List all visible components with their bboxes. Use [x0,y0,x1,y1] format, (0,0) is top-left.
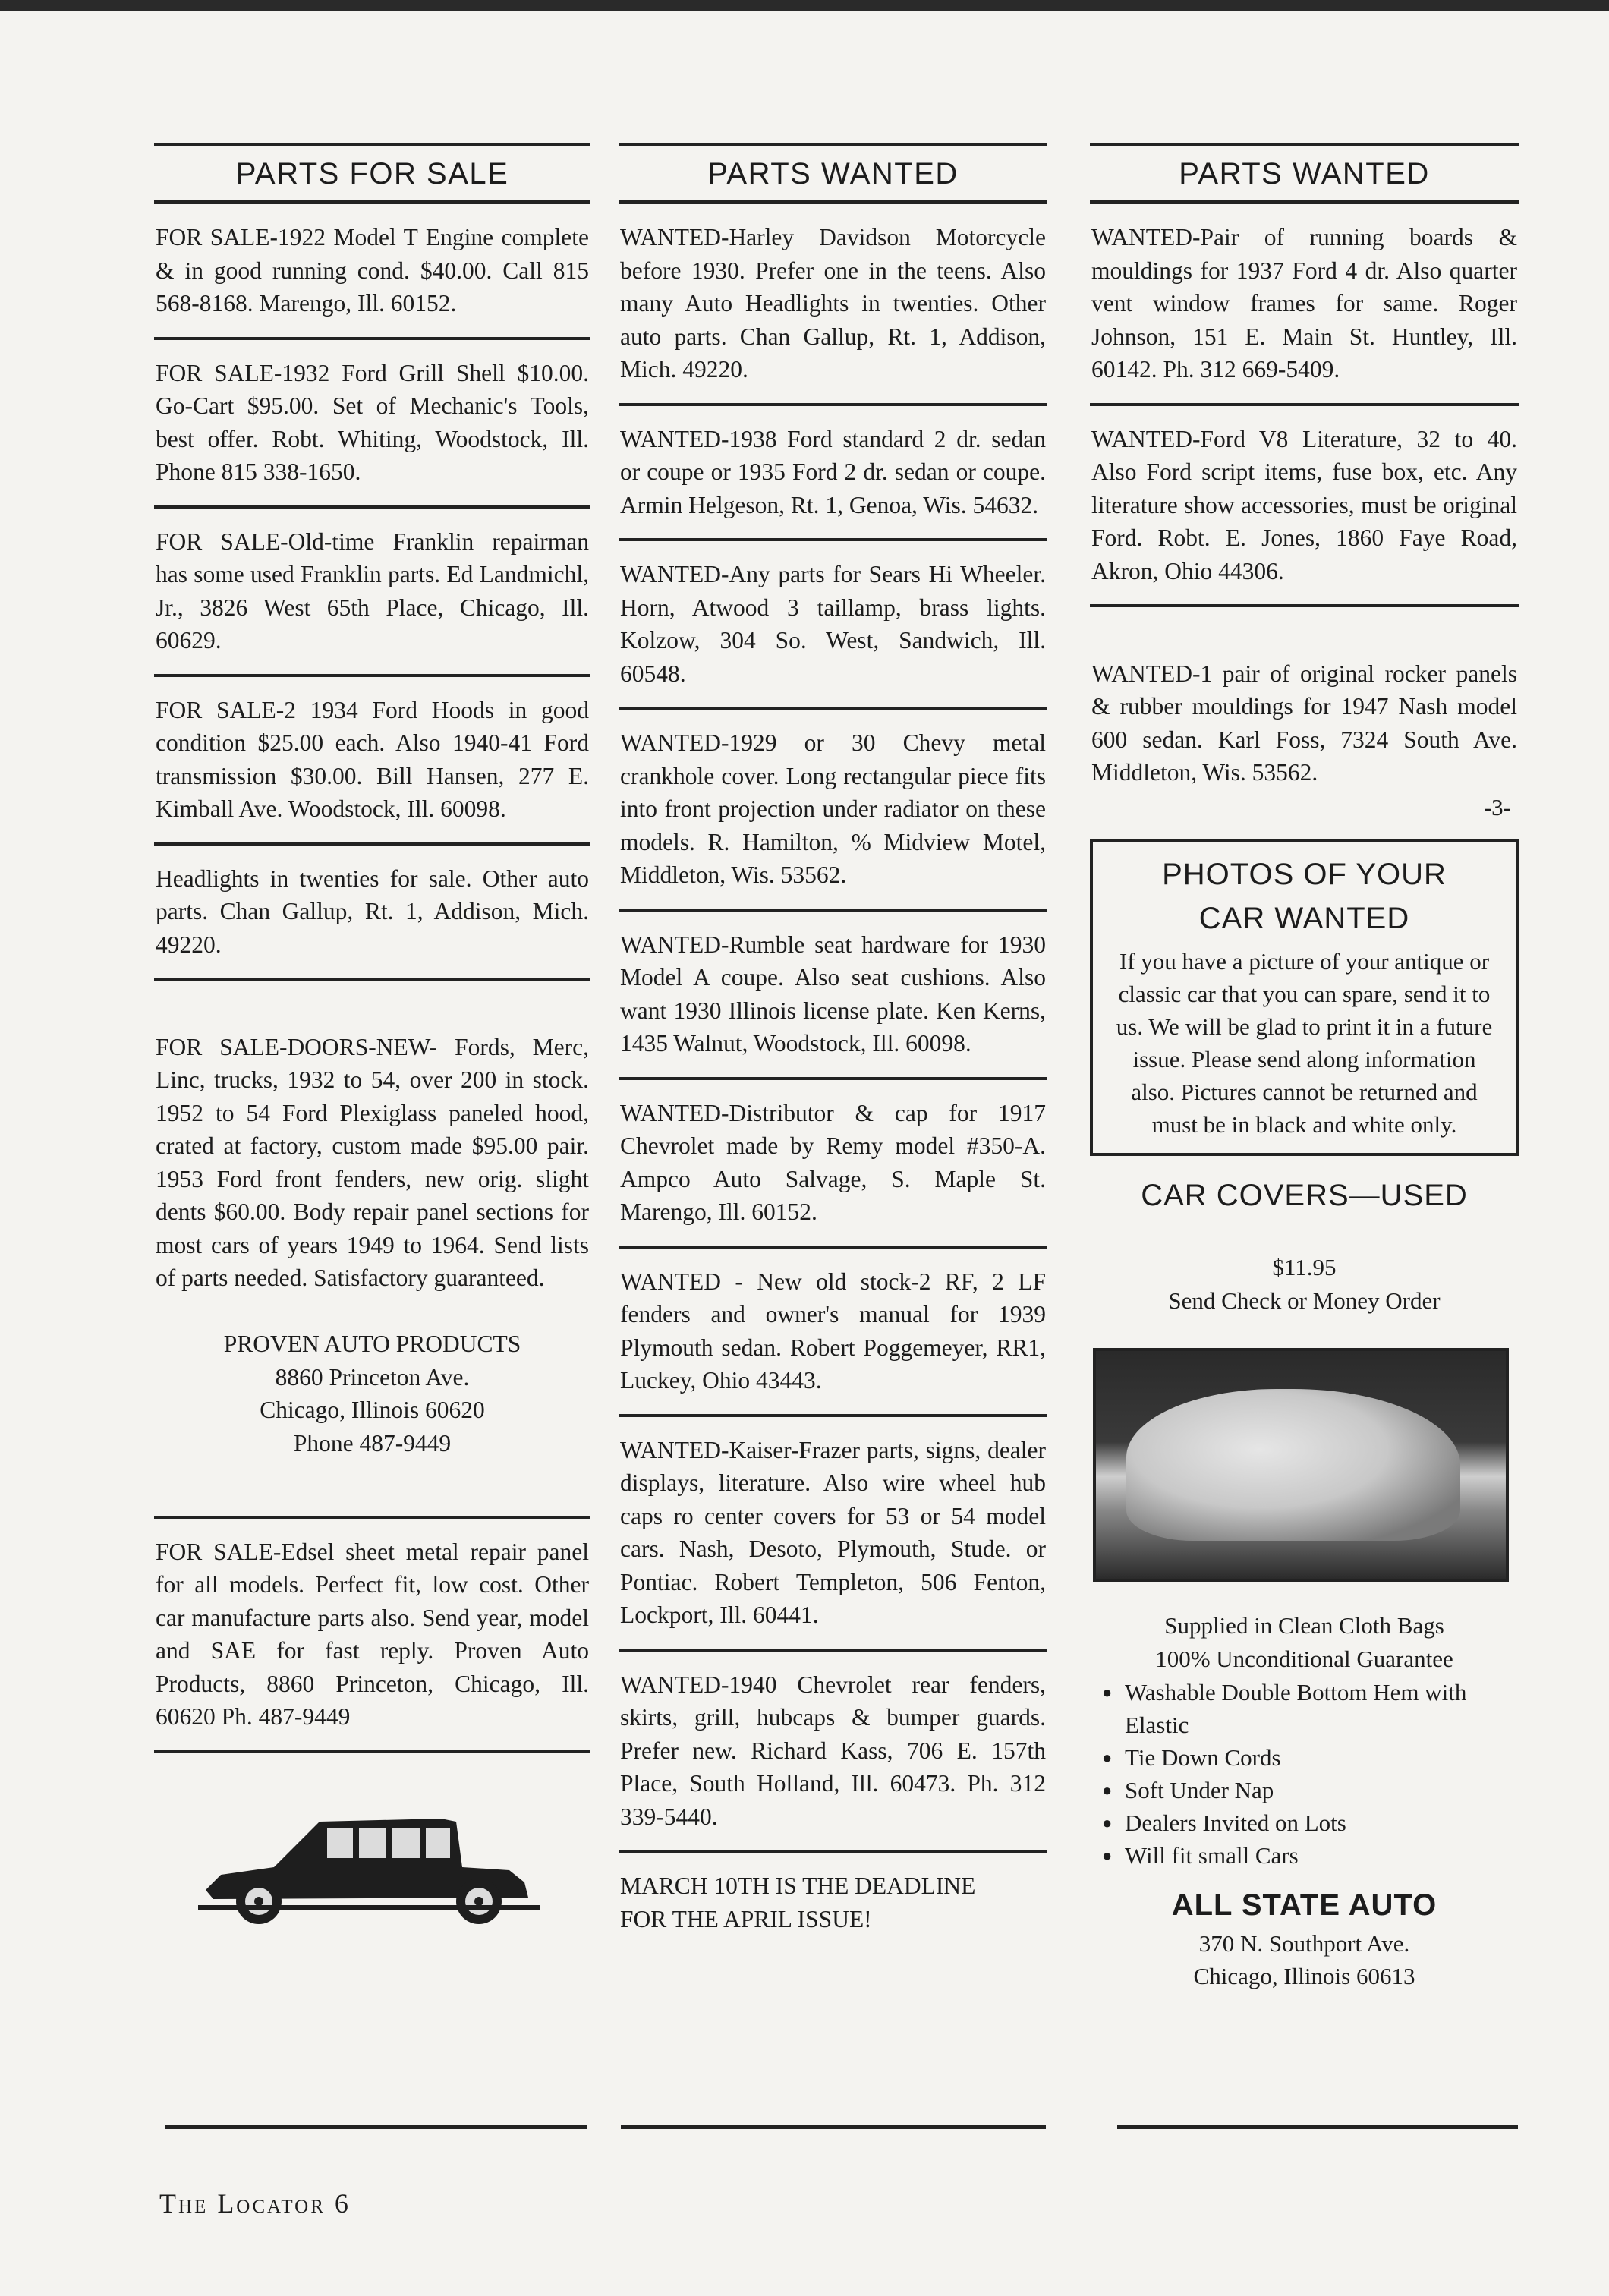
classified-ad: FOR SALE-1932 Ford Grill Shell $10.00. Go-Cart $95.00. Set of Mechanic's Tools, best offer. Robt. Whiting, Woodstock, Ill. Phone 815 338-1650. [154,351,590,509]
classified-ad: FOR SALE-2 1934 Ford Hoods in good condition $25.00 each. Also 1940-41 Ford transmission $30.00. Bill Hansen, 277 E. Kimball Ave. Woodstock, Ill. 60098. [154,688,590,846]
classified-ad: Headlights in twenties for sale. Other auto parts. Chan Gallup, Rt. 1, Addison, Mich. 49220. [154,856,590,981]
vintage-sedan-illustration [190,1791,547,1928]
car-covers-features [1090,1676,1519,1872]
car-covers-guarantee: 100% Unconditional Guarantee [1155,1646,1453,1672]
classified-ad: WANTED-Rumble seat hardware for 1930 Model A coupe. Also seat cushions. Also want 1930 Illinois license plate. Ken Kerns, 1435 Walnut, Woodstock, Ill. 60098. [619,922,1047,1080]
covered-car-shape [1126,1389,1460,1541]
car-covers-order: Send Check or Money Order [1168,1287,1441,1314]
classified-ad: WANTED-Kaiser-Frazer parts, signs, dealer displays, literature. Also wire wheel hub caps ro center covers for 53 or 54 model cars. Nash, Desoto, Plymouth, Stude. or Pontiac. Robert Templeton, 506 Fenton, Lockport, Ill. 60441. [619,1428,1047,1652]
car-covers-supplied: Supplied in Clean Cloth Bags [1164,1612,1444,1639]
photos-title-line2: CAR WANTED [1198,902,1410,935]
car-covers-title: CAR COVERS—USED [1141,1179,1468,1212]
classified-ad: FOR SALE-Old-time Franklin repairman has some used Franklin parts. Ed Landmichl, Jr., 3826 West 65th Place, Chicago, Ill. 60629. [154,519,590,677]
car-covers-price: $11.95 [1272,1254,1337,1280]
left-bottom-rule [165,2125,587,2129]
classified-ad: FOR SALE-Edsel sheet metal repair panel for all models. Perfect fit, low cost. Other car manufacture parts also. Send year, model and SAE for fast reply. Proven Auto Products, 8860 Princeton, Chicago, Ill. 60620 Ph. 487-9449 [154,1529,590,1753]
section-heading-parts-for-sale: PARTS FOR SALE [154,143,590,204]
deadline-notice: MARCH 10TH IS THE DEADLINE FOR THE APRIL ISSUE! [620,1872,976,1932]
all-state-auto-address: 370 N. Southport Ave. Chicago, Illinois 60613 [1193,1930,1415,1989]
classified-ad: WANTED-Harley Davidson Motorcycle before 1930. Prefer one in the teens. Also many Auto Headlights in twenties. Other auto parts. Chan Gallup, Rt. 1, Addison, Mich. 49220. [619,215,1047,406]
feature-item: ● Dealers Invited on Lots [1102,1806,1519,1839]
classified-ad: WANTED - New old stock-2 RF, 2 LF fenders and owner's manual for 1939 Plymouth sedan. Robert Poggemeyer, RR1, Luckey, Ohio 43443. [619,1259,1047,1417]
classified-ad: WANTED-Ford V8 Literature, 32 to 40. Also Ford script items, fuse box, etc. Any literature show accessories, must be original Ford. Robt. E. Jones, 1860 Faye Road, Akron, Ohio 44306. [1090,417,1519,608]
classified-ad: FOR SALE-1922 Model T Engine complete & in good running cond. $40.00. Call 815 568-8168. Marengo, Ill. 60152. [154,215,590,340]
classified-ad: WANTED-1929 or 30 Chevy metal crankhole cover. Long rectangular piece fits into front projection under radiator on these models. R. Hamilton, % Midview Motel, Middleton, Wis. 53562. [619,720,1047,912]
classified-ad: WANTED-1940 Chevrolet rear fenders, skirts, grill, hubcaps & bumper guards. Prefer new. Richard Kass, 706 E. 157th Place, South Holland, Ill. 60473. Ph. 312 339-5440. [619,1662,1047,1853]
ad-text: FOR SALE-DOORS-NEW- Fords, Merc, Linc, trucks, 1932 to 54, over 200 in stock. 1952 to 54 Ford Plexiglass paneled hood, crated at factory, custom made $95.00 pair. 1953 Ford front fenders, new orig. slight dents $60.00. Body repair panel sections for most cars of years 1949 to 1964. Send lists of parts needed. Satisfactory guaranteed. [156,1033,589,1291]
photos-title-line1: PHOTOS OF YOUR [1162,858,1447,891]
right-bottom-rule [1117,2125,1518,2129]
feature-item: ● Soft Under Nap [1102,1774,1519,1806]
middle-bottom-rule [621,2125,1046,2129]
photos-body: If you have a picture of your antique or classic car that you can spare, send it to us. We will be glad to print it in a future issue. Please send along information also. Pictures cannot be returned and must be in black and white only. [1116,948,1493,1138]
column-parts-wanted-1 [619,143,1047,1935]
section-heading-parts-wanted: PARTS WANTED [1090,143,1519,204]
photos-wanted-box [1090,839,1519,1156]
feature-item: ● Washable Double Bottom Hem with Elastic [1102,1676,1519,1741]
all-state-auto-name: ALL STATE AUTO [1171,1888,1437,1922]
feature-item: ● Tie Down Cords [1102,1741,1519,1774]
classified-ad: WANTED-Pair of running boards & mouldings for 1937 Ford 4 dr. Also quarter vent window frames for same. Roger Johnson, 151 E. Main St. Huntley, Ill. 60142. Ph. 312 669-5409. [1090,215,1519,406]
classified-ad: WANTED-Distributor & cap for 1917 Chevrolet made by Remy model #350-A. Ampco Auto Salvage, S. Maple St. Marengo, Ill. 60152. [619,1091,1047,1249]
feature-item: ● Will fit small Cars [1102,1839,1519,1872]
page-marker: -3- [1483,793,1511,820]
classified-ad: WANTED-1938 Ford standard 2 dr. sedan or coupe or 1935 Ford 2 dr. sedan or coupe. Armin Helgeson, Rt. 1, Genoa, Wis. 54632. [619,417,1047,542]
proven-auto-contact: PROVEN AUTO PRODUCTS 8860 Princeton Ave. Chicago, Illinois 60620 Phone 487-9449 [223,1331,521,1457]
classified-ad: WANTED-Any parts for Sears Hi Wheeler. Horn, Atwood 3 taillamp, brass lights. Kolzow, 304 So. West, Sandwich, Ill. 60548. [619,552,1047,710]
column-parts-wanted-2 [1090,143,1519,1992]
ad-text: WANTED-1 pair of original rocker panels & rubber mouldings for 1947 Nash model 600 sedan. Karl Foss, 7324 South Ave. Middleton, Wis. 53562. [1091,660,1517,786]
section-heading-parts-wanted: PARTS WANTED [619,143,1047,204]
classified-ad [1090,618,1519,828]
column-parts-for-sale [154,143,590,1954]
car-cover-photo [1093,1348,1509,1582]
page-top-edge [0,0,1609,11]
classified-ad-doors [154,991,590,1519]
page-footer: The Locator 6 [159,2188,351,2219]
